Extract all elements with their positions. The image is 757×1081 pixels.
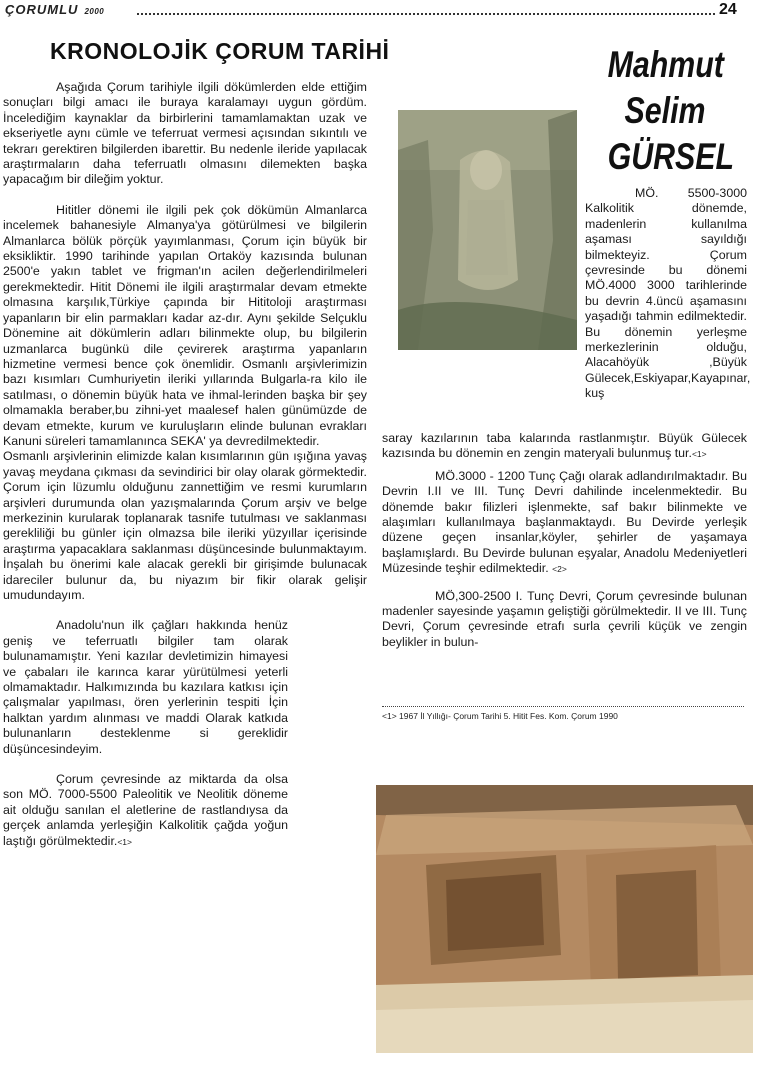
footnote-rule [382,706,744,707]
author-surname: GÜRSEL [607,136,735,177]
paragraph-continued-text: saray kazılarının taba kalarında rastlanmıştır. Büyük Gülecek kazısında bu dönemin en zengin materyali bulunmuş tur. [382,431,747,461]
paragraph-anadolu: Anadolu'nun ilk çağları hakkında henüz geniş ve teferruatlı bilgiler tam olarak bulunamamıştır. Yeni kazılar devletimizin himayesi ve çabaları ile karınca karar yürütülmesi yeterli olmamaktadır. Halkımızında bu kazılara katkısı için çalışmalar yapılması, ören yerlerinin tespiti İçin halktan yardım alınması ve maddi Olarak katkıda bulunanların desteklenme si gereklidir düşüncesindeyim. [3,618,288,756]
logo-year: 2000 [84,7,105,16]
footnote-ref: <1> [117,836,132,847]
right-column-top [585,186,751,402]
paragraph-kalkolitik: MÖ. 5500-3000 Kalkolitik dönemde, madenlerin kullanılma aşaması sayıldığı bilmekteyiz. Çorum çevresinde bu dönemi MÖ.4000 3000 tarihlerinde bu devrin 4.üncü aşamasını yaşadığı tahmin edilmektedir. Bu dönemin yerleşme merkezlerinin olduğu, Alacahöyük ,Büyük Gülecek,Eskiyapar,Kayapınar, kuş [585,186,751,401]
logo-text: ÇORUMLU [5,2,79,17]
paragraph-osmanli-arsivleri: Osmanlı arşivlerinin elimizde kalan kısımlarının gün ışığına yavaş yavaş meydana çıkması da sevindirici bir olay olarak görmektedir. Çorum için lüzumlu olduğunu zannettiğim ve resmi kurumların arşivleri durumunda olan yazışmalarında Çorum arşiv ve belge merkezinin kurularak toplanarak tasnife tutulması ve saklanması gerekliliği bu günler için olmazsa bile ileriki yüzyıllar içerisinde araştırma yapacaklara saklanması düşüncesinde bulunmaktayım. İnşalah bu önerimi kale alacak gerekli bir girişimde bulunacak idareciler bulunur da, bu niyazım bir fikir olarak gelişir umudundayım. [3,449,367,602]
author-name [607,42,735,180]
rock-relief-photo [398,110,577,350]
right-column-bottom [382,431,747,660]
footnote-ref: <1> [691,449,707,460]
author-first-name: Mahmut [607,44,724,85]
footnote-ref: <2> [552,564,567,575]
header-dotted-rule [137,13,715,15]
paragraph-tunc-text: MÖ.3000 - 1200 Tunç Çağı olarak adlandırılmaktadır. Bu Devrin I.II ve III. Tunç Devri dahilinde incelenmektedir. Bu dönemde bakır filizleri işlenmekte, saf bakır bilinmekte ve alaşımları kullanılmaya başlanmaktaydı. Bu Devirde yerleşik düzene geçen insanlar,köyler, şehirler de yaşamaya başlamışlardı. Bu Devirde bulunan eşyalar, Anadolu Medeniyetleri Müzesinde teşhir edilmektedir. [382,468,747,576]
paragraph-kalkolitik-continued [382,431,747,463]
footnote: <1> 1967 İl Yıllığı- Çorum Tarihi 5. Hitit Fes. Kom. Çorum 1990 [382,711,618,721]
masthead-logo [5,2,104,17]
paragraph-intro: Aşağıda Çorum tarihiyle ilgili dökümlerden elde ettiğim sonuçları bilgi amacı ile buraya karalamayı uygun gördüm. İncelediğim kaynaklar da birbirlerini tamamlamaktan uzak ve ekseriyetle aynı cümle ve teferruat vermesi açısından sıkıntılı ve tekrarı gerektiren bilgilerden ibarettir. Bu nedenle ileride yapılacak araştırmaların daha teferruatlı olmasını dilemekten başka yapacağım bir dileğim yoktur. [3,80,367,187]
page-number: 24 [719,1,737,18]
paragraph-corum-cevresi [3,772,288,850]
paragraph-tunc-cagi [382,469,747,578]
rock-tomb-photo [376,785,753,1053]
left-column [3,80,367,865]
article-title: KRONOLOJİK ÇORUM TARİHİ [50,38,390,64]
paragraph-tunc-devri: MÖ,300-2500 I. Tunç Devri, Çorum çevresinde bulunan madenler sayesinde yaşamın geliştiği görülmektedir. II ve III. Tunç Devri, Çorum çevresinde etrafı surla çevrili küçük ve zengin beylikler in bulun- [382,588,747,649]
paragraph-hititler: Hititler dönemi ile ilgili pek çok dökümün Almanlarca incelemek bahanesiyle Almanya'ya götürülmesi ve bilgilerin Almanlarca bölük pörçük yayımlanması, Çorum için büyük bir eksikliktir. 1990 tarihinde yapılan Ortaköy kazısında bulunan 2500'e yakın tablet ve frigman'ın acilen değerlendirilmeleri gerekmektedir. Hitit Dönemi ile ilgili araştırmalar devam etmekte olmasına karşılık,Türkiye çapında bir Hititoloji araştırması yapanların bir elin parmakları kadar az-dır. Aynı şekilde Selçuklu Dönemine ait dökümlerin adları bilinmekte olup, bu bilgilerin uzmanlarca bugünkü dile çevirerek araştırma yapanların hizmetine vermesi bence çok önemlidir. Osmanlı arşivlerimizin bazı kısımları Cumhuriyetin ileriki yıllarında Bulgarla-ra kilo ile satılması, o dönemin büyük hata ve ihmal-lerinden başka bir şey olmamakla beraber,bu zihni-yet maalesef halen günümüzde de devam etmekte, kurum ve kuruluşların elinde bulunan evrakları Kanuni süreleri tamamlanınca SEKA' ya devredilmektedir. [3,202,367,448]
author-middle-name: Selim [624,90,706,131]
paragraph-corum-text: Çorum çevresinde az miktarda da olsa son MÖ. 7000-5500 Paleolitik ve Neolitik döneme ait olduğu sanılan el aletlerine de rastlandıysa da gerçek anlamda yerleşiğin Kalkolitik çağda yoğun laştığı görülmektedir. [3,772,288,848]
